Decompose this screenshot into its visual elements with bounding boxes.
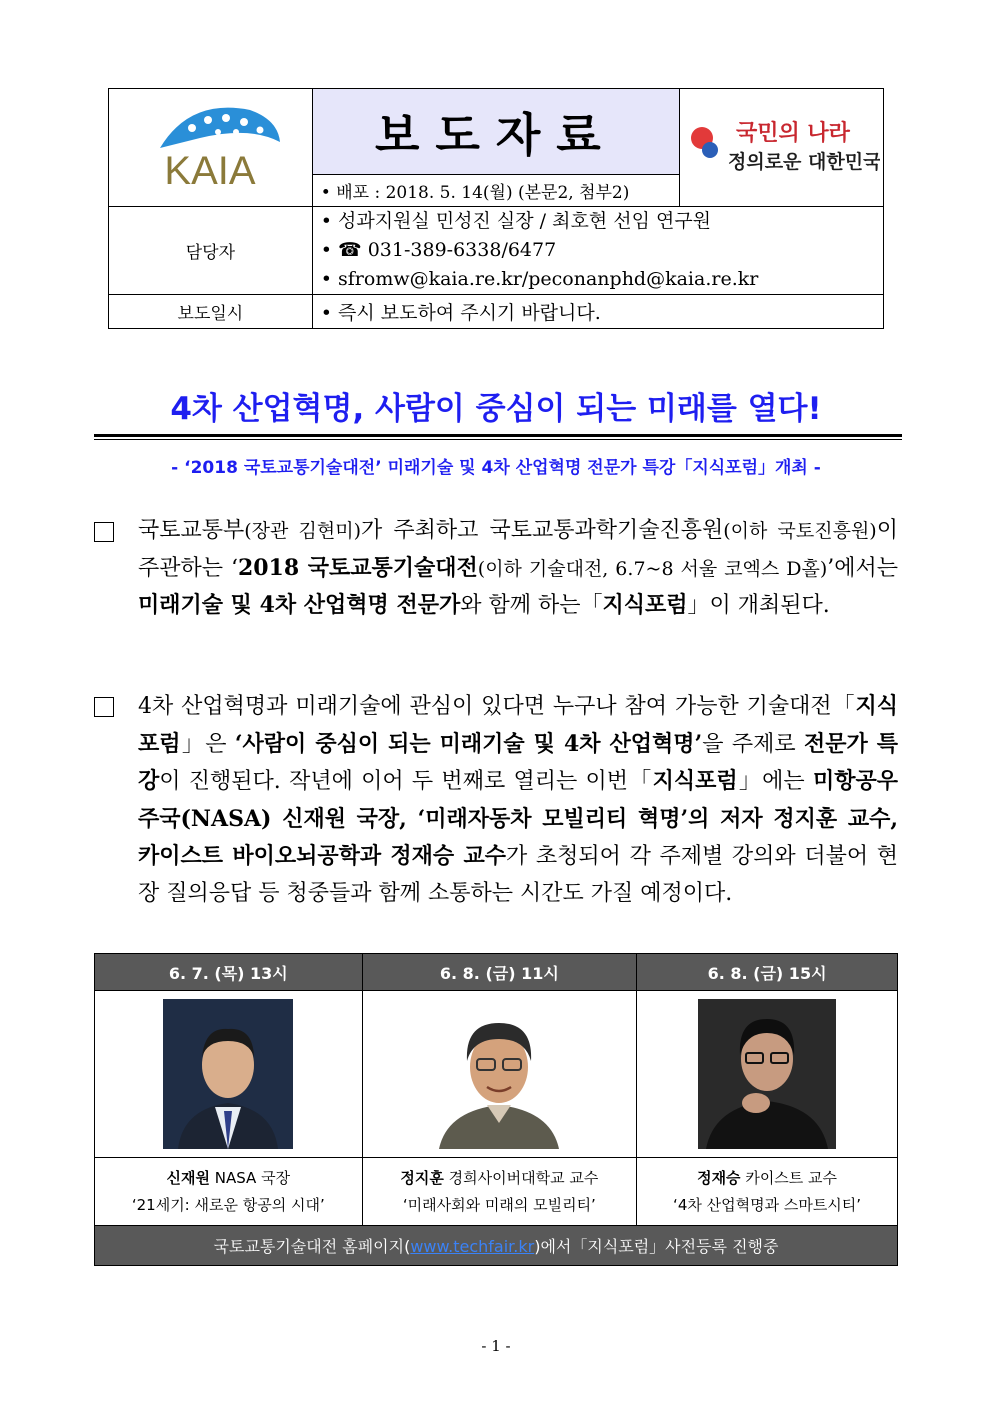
contact-phone: • ☎ 031-389-6338/6477 xyxy=(320,239,557,261)
paragraph-2-text: 4차 산업혁명과 미래기술에 관심이 있다면 누구나 참여 가능한 기술대전「지식포럼」은 ‘사람이 중심이 되는 미래기술 및 4차 산업혁명’을 주제로 전문가 특강이 진행된다. 작년에 이어 두 번째로 열리는 이번「지식포럼」에는 미항공우주국(NASA) 신재원 국장, ‘미래자동차 모빌리티 혁명’의 저자 정지훈 교수, 카이스트 바이오뇌공학과 정재승 교수가 초청되어 각 주제별 강의와 더불어 현장 질의응답 등 청중들과 함께 소통하는 시간도 가질 예정이다. xyxy=(138,693,898,906)
release-label: 보도일시 xyxy=(109,295,313,329)
speaker-photo-cell xyxy=(95,991,363,1158)
headline-rule-thick xyxy=(94,434,902,437)
speaker-photo xyxy=(163,999,293,1149)
page-number: - 1 - xyxy=(481,1337,511,1355)
speaker-info xyxy=(362,1158,637,1226)
contact-label: 담당자 xyxy=(109,207,313,295)
slogan-line2: 정의로운 대한민국 xyxy=(727,150,880,173)
distribution-date: • 배포 : 2018. 5. 14(월) (본문2, 첨부2) xyxy=(312,175,679,207)
speaker-name: 정재승 xyxy=(697,1168,741,1187)
press-header-table xyxy=(108,88,884,329)
speaker-name: 신재원 xyxy=(166,1168,210,1187)
government-slogan-cell xyxy=(680,89,884,207)
press-release-title: 보도자료 xyxy=(375,107,617,162)
speaker-info xyxy=(637,1158,898,1226)
headline: 4차 산업혁명, 사람이 중심이 되는 미래를 열다! xyxy=(170,391,822,427)
body-paragraph-1 xyxy=(94,513,898,625)
slogan-line1: 국민의 나라 xyxy=(735,119,850,146)
speaker-photo-cell xyxy=(637,991,898,1158)
government-slogan-logo xyxy=(684,106,880,186)
speaker-date: 6. 7. (목) 13시 xyxy=(95,954,363,991)
checkbox-bullet-icon xyxy=(94,522,114,542)
kaia-logo xyxy=(130,98,290,194)
speaker-photo xyxy=(698,999,836,1149)
speaker-title: 경희사이버대학교 교수 xyxy=(443,1168,599,1187)
registration-footer: 국토교통기술대전 홈페이지(www.techfair.kr)에서「지식포럼」사전등록 진행중 xyxy=(95,1226,898,1266)
kaia-logo-cell xyxy=(109,89,313,207)
body-paragraph-2 xyxy=(94,688,898,912)
contact-email: • sfromw@kaia.re.kr/peconanphd@kaia.re.kr xyxy=(320,268,759,290)
speaker-info xyxy=(95,1158,363,1226)
release-instruction: • 즉시 보도하여 주시기 바랍니다. xyxy=(312,295,883,329)
speaker-title: 카이스트 교수 xyxy=(740,1168,838,1187)
paragraph-1-text: 국토교통부(장관 김현미)가 주최하고 국토교통과학기술진흥원(이하 국토진흥원)이 주관하는 ‘2018 국토교통기술대전(이하 기술대전, 6.7~8 서울 코엑스 D홀)’에서는 미래기술 및 4차 산업혁명 전문가와 함께 하는「지식포럼」이 개최된다. xyxy=(138,518,898,618)
headline-rule-thin xyxy=(94,439,902,440)
speaker-photo xyxy=(429,999,569,1149)
kaia-logo-text: KAIA xyxy=(164,148,256,193)
speaker-photo-cell xyxy=(362,991,637,1158)
speaker-date: 6. 8. (금) 11시 xyxy=(362,954,637,991)
subheadline: - ‘2018 국토교통기술대전’ 미래기술 및 4차 산업혁명 전문가 특강「지식포럼」개최 - xyxy=(171,458,821,478)
speaker-topic: ‘미래사회와 미래의 모빌리티’ xyxy=(402,1195,596,1214)
contact-name: • 성과지원실 민성진 실장 / 최호현 선임 연구원 xyxy=(320,210,712,232)
contact-details xyxy=(312,207,883,295)
checkbox-bullet-icon xyxy=(94,697,114,717)
press-release-title-cell xyxy=(312,89,679,175)
techfair-link[interactable]: www.techfair.kr xyxy=(410,1237,535,1256)
speaker-name: 정지훈 xyxy=(400,1168,444,1187)
speakers-table xyxy=(94,953,898,1266)
speaker-topic: ‘21세기: 새로운 항공의 시대’ xyxy=(131,1195,325,1214)
speaker-title: NASA 국장 xyxy=(210,1168,291,1187)
speaker-topic: ‘4차 산업혁명과 스마트시티’ xyxy=(673,1195,862,1214)
speaker-date: 6. 8. (금) 15시 xyxy=(637,954,898,991)
